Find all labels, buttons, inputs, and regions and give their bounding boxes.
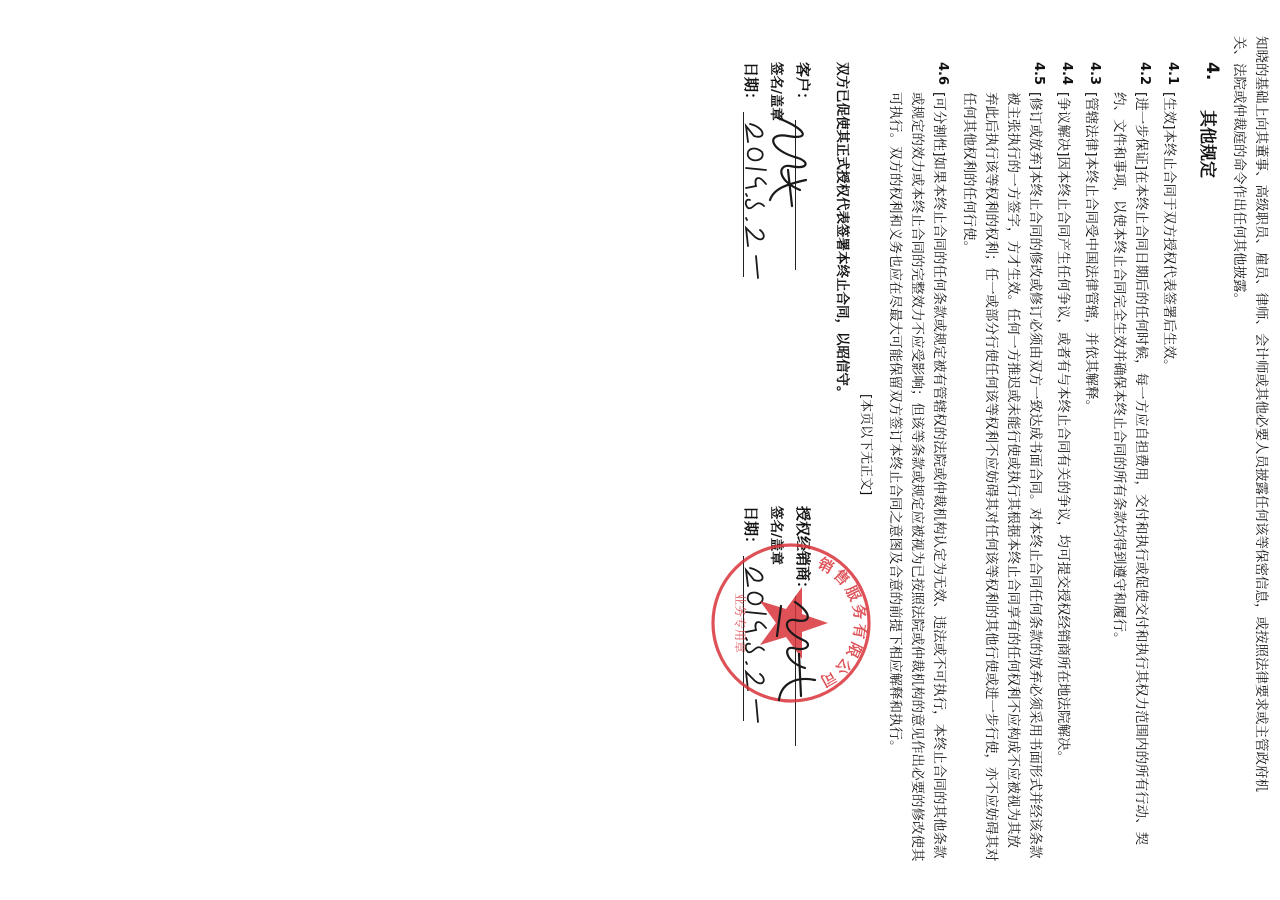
dealer-signature-image — [765, 596, 825, 716]
closing-statement: 双方已促使其正式授权代表签署本终止合同，以昭信守。 — [834, 62, 850, 400]
customer-handwritten-date — [742, 118, 776, 288]
clause-number: 4.2 — [1137, 62, 1152, 86]
seal-ring-text: 销售服务有限公司 — [814, 555, 869, 691]
clause-number: 4.6 — [935, 62, 950, 86]
clause-text: 或规定的效力或本终止合同的完整效力不应受影响；但该等条款或规定应被视为已按照法院或仲裁机构的意见作出必要的修改使其 — [909, 92, 925, 862]
end-of-text-note: [本页以下无正文] — [858, 394, 873, 496]
intro-line: 关、法院或仲裁庭的命令作出任何其他披露。 — [1231, 36, 1247, 306]
customer-label: 客户： — [794, 62, 812, 108]
clause-text: 约、文件和事项，以使本终止合同完全生效并确保本终止合同的所有条款均得到遵守和履行。 — [1111, 92, 1127, 646]
intro-paragraph — [1228, 36, 1272, 886]
clause-number: 4.5 — [1031, 62, 1046, 86]
intro-line: 知晓的基础上向其董事、高级职员、雇员、律师、会计师或其他必要人员披露任何该等保密信息，或按照法律要求或主管政府机 — [1253, 36, 1269, 792]
clause-text: [争议解决]因本终止合同产生任何争议，或者有与本终止合同有关的争议，均可提交授权经销商所在地法院解决。 — [1055, 92, 1071, 765]
clause-number: 4.1 — [1165, 62, 1180, 86]
section-number: 4. — [1202, 62, 1222, 81]
section-title: 其他规定 — [1197, 110, 1217, 178]
clause-text: [生效]本终止合同于双方授权代表签署后生效。 — [1161, 92, 1177, 373]
clause-text: 弃此后执行该等权利的权利；任一或部分行使任何该等权利不应妨碍其对任何该等权利的其他行使或进一步行使，亦不应妨碍其对 — [983, 92, 999, 862]
dealer-sign-label: 签名/盖章 — [768, 506, 784, 565]
customer-sign-label: 签名/盖章 — [768, 62, 784, 121]
clause-text: [可分割性]如果本终止合同的任何条款或规定被有管辖权的法院或仲裁机构认定为无效、违法或不可执行，本终止合同的其他条款 — [931, 92, 947, 859]
dealer-date-label: 日期： — [742, 506, 760, 552]
clause-text: 被主张执行的一方签字，方才生效。任何一方推迟或未能行使或执行其根据本终止合同享有的任何权利不应构成不应被视为其放 — [1005, 92, 1021, 848]
dealer-label: 授权经销商： — [794, 506, 812, 597]
clause-text: [管辖法律]本终止合同受中国法律管辖，并依其解释。 — [1083, 92, 1099, 414]
clause-text: [进一步保证]在本终止合同日期后的任何时候，每一方应自担费用，交付和执行或促使交付和执行其权力范围内的所有行动、契 — [1133, 92, 1149, 846]
clause-number: 4.3 — [1087, 62, 1102, 86]
clause-text: 任何其他权利的任何行使。 — [961, 92, 977, 254]
seal-bottom-text: 业务专用章 — [733, 592, 747, 654]
clause-text: 可执行。双方的权利和义务也应在尽最大可能保留双方签订本终止合同之意图及合意的前提下相应解释和执行。 — [887, 92, 903, 754]
clause-text: [修订或放弃]本终止合同的修改或修订必须由双方一致达成书面合同。对本终止合同任何条款的放弃必须采用书面形式并经该条款 — [1027, 92, 1043, 859]
clause-number: 4.4 — [1059, 62, 1074, 86]
customer-date-label: 日期： — [742, 62, 760, 108]
